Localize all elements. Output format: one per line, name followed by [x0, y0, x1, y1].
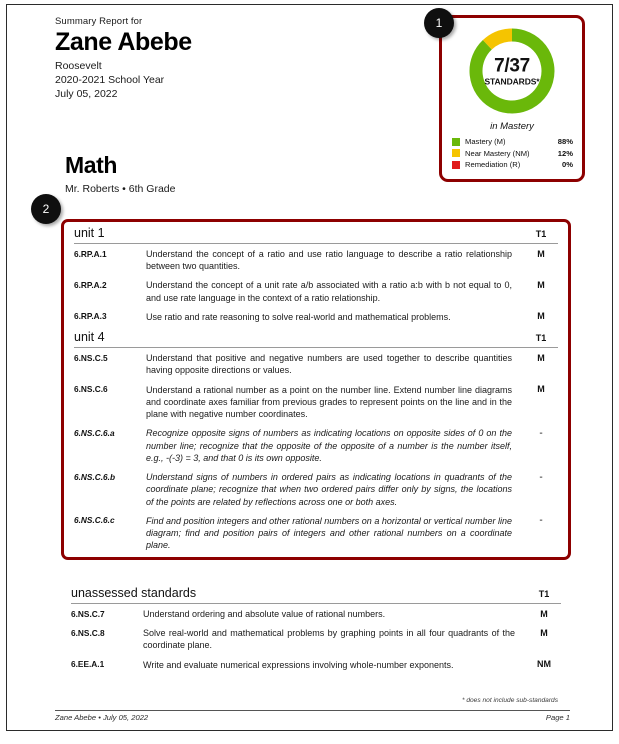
footer-right: Page 1: [545, 713, 570, 722]
standard-description: Recognize opposite signs of numbers as indicating locations on opposite sides of 0 on the number line; recognize that the opposite of the opposite of a number is the number itself, e.g., -(-3) = 3, and that 0 is its own opposite.: [146, 428, 512, 463]
mastery-legend: [442, 136, 582, 171]
standard-row[interactable]: [72, 244, 560, 275]
standard-row[interactable]: [69, 604, 563, 623]
legend-row: [452, 148, 573, 160]
standard-code: 6.NS.C.6.a: [74, 427, 115, 438]
standard-row[interactable]: [72, 511, 560, 555]
donut-fraction: 7/37: [494, 55, 530, 77]
school-name: Roosevelt: [55, 60, 102, 72]
standard-code: 6.NS.C.6.b: [74, 471, 116, 482]
legend-percent: 12%: [557, 148, 573, 158]
standard-description: Find and position integers and other rational numbers on a horizontal or vertical number line diagram; find and position pairs of integers and other rational numbers on a coordinate plane.: [146, 515, 512, 551]
standard-mastery-mark: M: [537, 384, 545, 395]
standard-description: Understand a rational number as a point on the number line. Extend number line diagrams and coordinate axes familiar from previous grades to represent points on the line and in the plane with negative number coordinates.: [146, 384, 512, 420]
standard-code: 6.NS.C.6.c: [74, 515, 115, 526]
standard-description: Solve real-world and mathematical problems by graphing points in all four quadrants of the coordinate plane.: [143, 628, 515, 651]
legend-label: Near Mastery (NM): [465, 148, 530, 158]
callout-badge-1[interactable]: 1: [424, 8, 454, 38]
standards-table-highlight: [61, 219, 571, 560]
subject-meta: Mr. Roberts • 6th Grade: [65, 183, 176, 195]
standard-row[interactable]: [72, 423, 560, 467]
standard-mastery-mark: -: [539, 515, 543, 527]
report-page: [6, 4, 613, 731]
standards-group-title: unassessed standards: [71, 586, 197, 600]
standard-description: Understand signs of numbers in ordered pairs as indicating locations in quadrants of the coordinate plane; recognize that when two ordered pairs differ only by signs, the locations of the points are related by reflections across one or both axes.: [146, 472, 512, 507]
standard-description: Understand that positive and negative numbers are used together to describe quantities having opposite directions or values.: [146, 353, 512, 376]
callout-badge-2[interactable]: 2: [31, 194, 61, 224]
standard-row[interactable]: [72, 467, 560, 511]
unassessed-standards-section: [69, 582, 563, 674]
donut-caption: in Mastery: [490, 121, 534, 132]
standard-description: Understand ordering and absolute value of rational numbers.: [143, 609, 386, 619]
legend-swatch-icon: [452, 149, 460, 157]
standard-mastery-mark: M: [537, 279, 545, 290]
standard-description: Understand the concept of a unit rate a/b associated with a ratio a:b with b not equal to 0, and use rate language in the context of a ratio relationship.: [146, 280, 512, 303]
summary-report-label: Summary Report for: [55, 16, 143, 27]
standard-mastery-mark: -: [539, 427, 543, 439]
standard-description: Understand the concept of a ratio and use ratio language to describe a ratio relationship between two quantities.: [146, 249, 512, 272]
standard-mastery-mark: M: [540, 627, 548, 638]
legend-row: [452, 159, 573, 171]
legend-swatch-icon: [452, 138, 460, 146]
footer-left: Zane Abebe • July 05, 2022: [55, 713, 149, 722]
report-date: July 05, 2022: [55, 87, 118, 100]
mastery-donut-chart: [466, 25, 558, 117]
legend-label: Mastery (M): [465, 137, 506, 147]
standards-group-header: [72, 326, 560, 346]
page-footer: [55, 713, 570, 722]
standards-group-title: unit 4: [74, 330, 105, 345]
standard-row[interactable]: [72, 275, 560, 306]
standard-description: Write and evaluate numerical expressions involving whole-number exponents.: [143, 659, 454, 670]
legend-percent: 0%: [562, 160, 573, 170]
standards-group-title: unit 1: [74, 226, 105, 240]
standard-row[interactable]: [69, 623, 563, 654]
standard-code: 6.NS.C.7: [71, 608, 105, 619]
legend-swatch-icon: [452, 161, 460, 169]
footnote: * does not include sub-standards: [461, 697, 558, 704]
subject-title: Math: [65, 152, 118, 178]
standard-mastery-mark: M: [537, 352, 545, 363]
standard-mastery-mark: M: [537, 311, 545, 322]
standard-mastery-mark: M: [537, 248, 545, 259]
standard-code: 6.NS.C.6: [74, 384, 108, 395]
standard-row[interactable]: [72, 380, 560, 424]
footer-divider: [55, 710, 570, 711]
standard-code: 6.RP.A.3: [74, 311, 107, 322]
donut-center-label: [466, 56, 558, 86]
standards-group-header: [69, 582, 563, 602]
legend-row: [452, 136, 573, 148]
donut-segment: [487, 35, 512, 45]
legend-percent: 88%: [557, 137, 573, 147]
standard-description: Use ratio and rate reasoning to solve real-world and mathematical problems.: [146, 311, 451, 322]
donut-sublabel: STANDARDS*: [484, 76, 540, 87]
standard-mastery-mark: M: [540, 608, 548, 619]
standard-code: 6.NS.C.5: [74, 352, 108, 363]
student-name: Zane Abebe: [55, 28, 192, 56]
standard-row[interactable]: [72, 348, 560, 379]
standard-row[interactable]: [72, 307, 560, 326]
standard-code: 6.NS.C.8: [71, 627, 105, 638]
school-year: 2020-2021 School Year: [55, 73, 165, 86]
standard-row[interactable]: [69, 655, 563, 674]
standard-code: 6.RP.A.1: [74, 248, 107, 259]
report-header: [55, 16, 425, 102]
standard-code: 6.RP.A.2: [74, 279, 107, 290]
subject-block: [65, 154, 175, 195]
standards-term-header: T1: [535, 229, 547, 239]
standards-group-header: [72, 222, 560, 242]
standard-mastery-mark: -: [539, 471, 543, 483]
standard-mastery-mark: NM: [537, 659, 551, 670]
standards-term-header: T1: [535, 333, 547, 344]
standards-term-header: T1: [538, 589, 550, 599]
standard-code: 6.EE.A.1: [71, 659, 105, 670]
legend-label: Remediation (R): [465, 160, 521, 170]
mastery-summary-card: [439, 15, 585, 182]
